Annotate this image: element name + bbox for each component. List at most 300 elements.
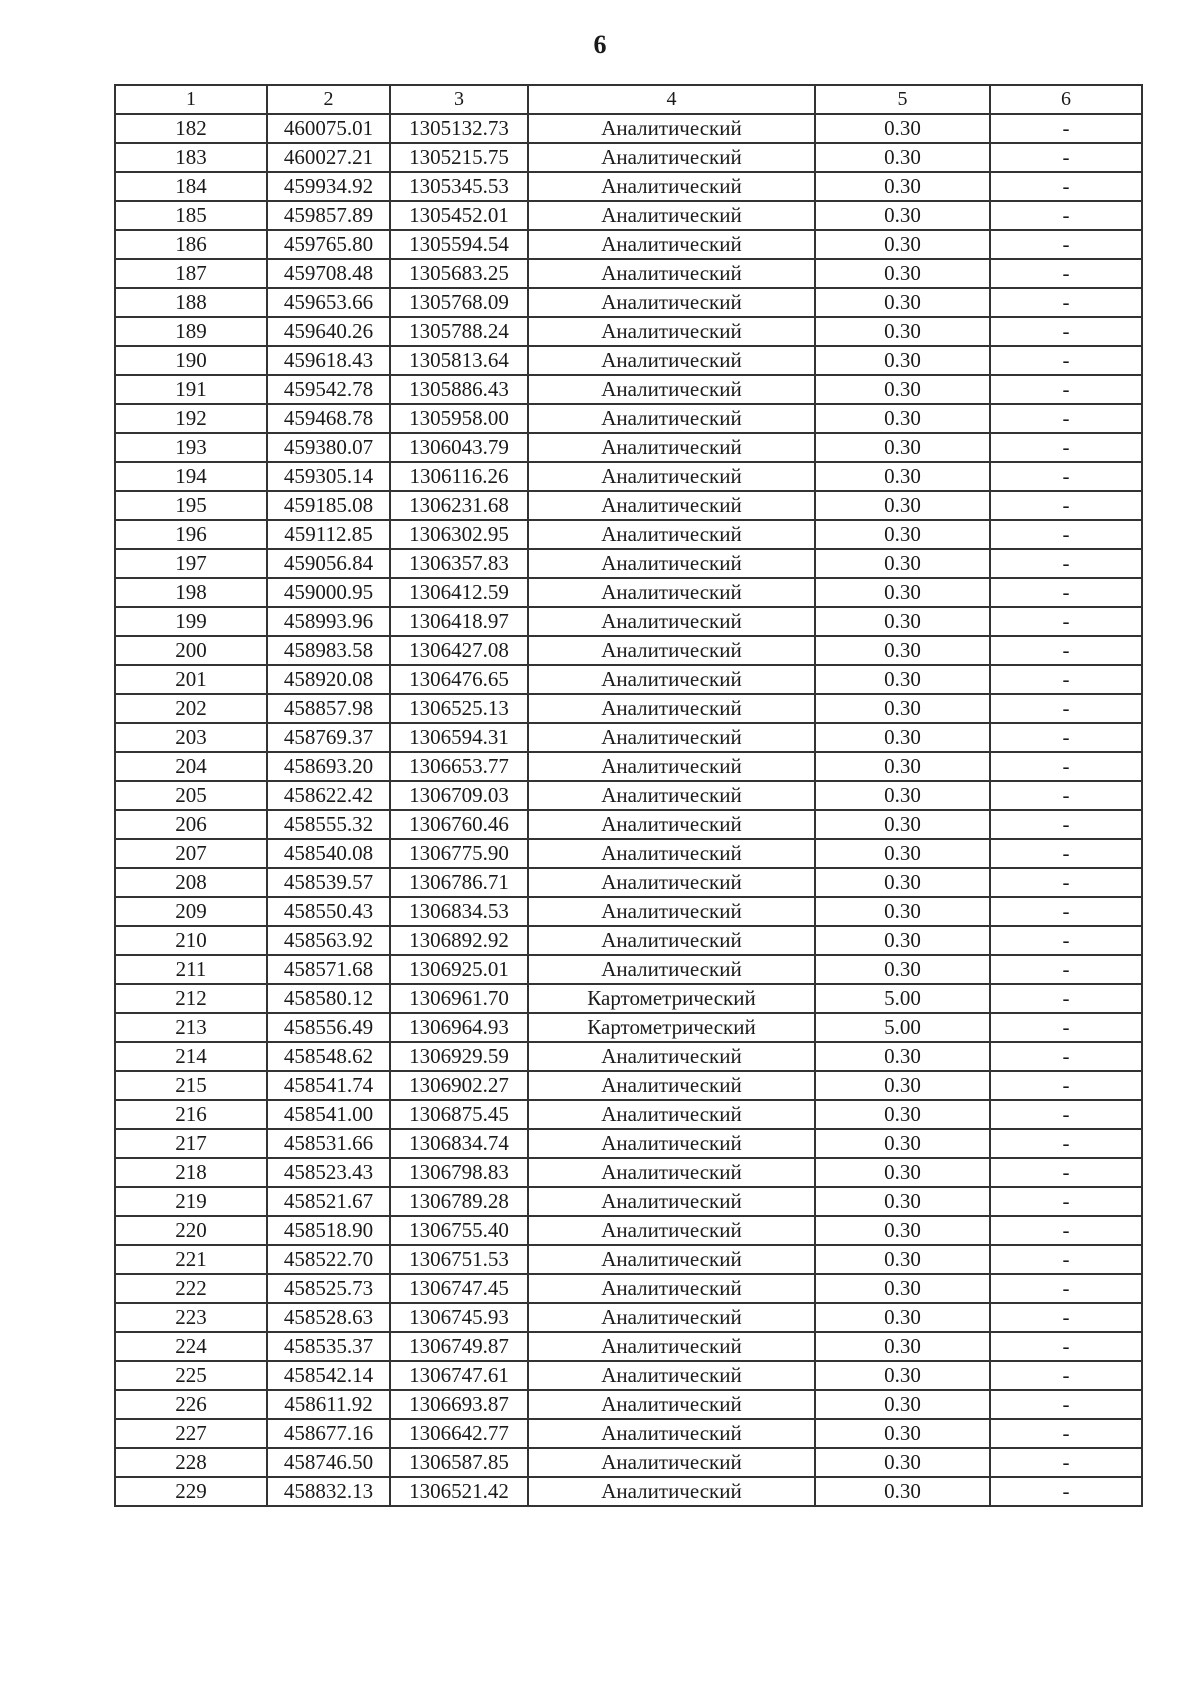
method-cell: Картометрический bbox=[528, 984, 815, 1013]
description-cell: - bbox=[990, 1013, 1142, 1042]
method-cell: Аналитический bbox=[528, 839, 815, 868]
table-row bbox=[115, 288, 1142, 317]
x-coordinate-cell: 458677.16 bbox=[267, 1419, 390, 1448]
accuracy-cell: 0.30 bbox=[815, 230, 990, 259]
x-coordinate-cell: 459380.07 bbox=[267, 433, 390, 462]
x-coordinate-cell: 459185.08 bbox=[267, 491, 390, 520]
x-coordinate-cell: 458746.50 bbox=[267, 1448, 390, 1477]
point-number-cell: 206 bbox=[115, 810, 267, 839]
x-coordinate-cell: 458518.90 bbox=[267, 1216, 390, 1245]
accuracy-cell: 0.30 bbox=[815, 1303, 990, 1332]
description-cell: - bbox=[990, 636, 1142, 665]
point-number-cell: 191 bbox=[115, 375, 267, 404]
table-row bbox=[115, 1216, 1142, 1245]
x-coordinate-cell: 460027.21 bbox=[267, 143, 390, 172]
description-cell: - bbox=[990, 723, 1142, 752]
table-body bbox=[115, 114, 1142, 1506]
method-cell: Аналитический bbox=[528, 636, 815, 665]
point-number-cell: 201 bbox=[115, 665, 267, 694]
x-coordinate-cell: 459934.92 bbox=[267, 172, 390, 201]
accuracy-cell: 5.00 bbox=[815, 984, 990, 1013]
point-number-cell: 186 bbox=[115, 230, 267, 259]
x-coordinate-cell: 458556.49 bbox=[267, 1013, 390, 1042]
point-number-cell: 228 bbox=[115, 1448, 267, 1477]
x-coordinate-cell: 458535.37 bbox=[267, 1332, 390, 1361]
table-row bbox=[115, 1042, 1142, 1071]
x-coordinate-cell: 458521.67 bbox=[267, 1187, 390, 1216]
accuracy-cell: 0.30 bbox=[815, 259, 990, 288]
description-cell: - bbox=[990, 1129, 1142, 1158]
y-coordinate-cell: 1306786.71 bbox=[390, 868, 528, 897]
y-coordinate-cell: 1306834.74 bbox=[390, 1129, 528, 1158]
point-number-cell: 217 bbox=[115, 1129, 267, 1158]
description-cell: - bbox=[990, 897, 1142, 926]
x-coordinate-cell: 458832.13 bbox=[267, 1477, 390, 1506]
method-cell: Аналитический bbox=[528, 1100, 815, 1129]
method-cell: Аналитический bbox=[528, 143, 815, 172]
accuracy-cell: 0.30 bbox=[815, 781, 990, 810]
accuracy-cell: 0.30 bbox=[815, 1274, 990, 1303]
description-cell: - bbox=[990, 839, 1142, 868]
point-number-cell: 218 bbox=[115, 1158, 267, 1187]
x-coordinate-cell: 458542.14 bbox=[267, 1361, 390, 1390]
y-coordinate-cell: 1306231.68 bbox=[390, 491, 528, 520]
x-coordinate-cell: 458622.42 bbox=[267, 781, 390, 810]
description-cell: - bbox=[990, 868, 1142, 897]
table-row bbox=[115, 723, 1142, 752]
description-cell: - bbox=[990, 230, 1142, 259]
table-row bbox=[115, 201, 1142, 230]
y-coordinate-cell: 1306834.53 bbox=[390, 897, 528, 926]
table-row bbox=[115, 1390, 1142, 1419]
method-cell: Аналитический bbox=[528, 810, 815, 839]
method-cell: Аналитический bbox=[528, 1129, 815, 1158]
x-coordinate-cell: 458525.73 bbox=[267, 1274, 390, 1303]
point-number-cell: 224 bbox=[115, 1332, 267, 1361]
method-cell: Аналитический bbox=[528, 346, 815, 375]
table-row bbox=[115, 317, 1142, 346]
y-coordinate-cell: 1306747.61 bbox=[390, 1361, 528, 1390]
accuracy-cell: 0.30 bbox=[815, 926, 990, 955]
y-coordinate-cell: 1306875.45 bbox=[390, 1100, 528, 1129]
accuracy-cell: 0.30 bbox=[815, 114, 990, 143]
point-number-cell: 197 bbox=[115, 549, 267, 578]
method-cell: Аналитический bbox=[528, 288, 815, 317]
x-coordinate-cell: 458540.08 bbox=[267, 839, 390, 868]
method-cell: Аналитический bbox=[528, 781, 815, 810]
description-cell: - bbox=[990, 520, 1142, 549]
table-row bbox=[115, 1158, 1142, 1187]
accuracy-cell: 0.30 bbox=[815, 1071, 990, 1100]
method-cell: Аналитический bbox=[528, 1390, 815, 1419]
method-cell: Аналитический bbox=[528, 1187, 815, 1216]
method-cell: Аналитический bbox=[528, 694, 815, 723]
table-row bbox=[115, 926, 1142, 955]
accuracy-cell: 0.30 bbox=[815, 143, 990, 172]
x-coordinate-cell: 458920.08 bbox=[267, 665, 390, 694]
point-number-cell: 189 bbox=[115, 317, 267, 346]
point-number-cell: 202 bbox=[115, 694, 267, 723]
table-row bbox=[115, 491, 1142, 520]
x-coordinate-cell: 458611.92 bbox=[267, 1390, 390, 1419]
header-cell-2: 2 bbox=[267, 85, 390, 114]
description-cell: - bbox=[990, 1216, 1142, 1245]
point-number-cell: 195 bbox=[115, 491, 267, 520]
description-cell: - bbox=[990, 491, 1142, 520]
y-coordinate-cell: 1305132.73 bbox=[390, 114, 528, 143]
y-coordinate-cell: 1306418.97 bbox=[390, 607, 528, 636]
table-row bbox=[115, 868, 1142, 897]
x-coordinate-cell: 458548.62 bbox=[267, 1042, 390, 1071]
y-coordinate-cell: 1306745.93 bbox=[390, 1303, 528, 1332]
table-row bbox=[115, 549, 1142, 578]
description-cell: - bbox=[990, 810, 1142, 839]
x-coordinate-cell: 458983.58 bbox=[267, 636, 390, 665]
accuracy-cell: 0.30 bbox=[815, 694, 990, 723]
method-cell: Аналитический bbox=[528, 172, 815, 201]
description-cell: - bbox=[990, 984, 1142, 1013]
description-cell: - bbox=[990, 1419, 1142, 1448]
point-number-cell: 212 bbox=[115, 984, 267, 1013]
coordinates-table bbox=[114, 84, 1143, 1507]
accuracy-cell: 0.30 bbox=[815, 404, 990, 433]
point-number-cell: 211 bbox=[115, 955, 267, 984]
y-coordinate-cell: 1306892.92 bbox=[390, 926, 528, 955]
x-coordinate-cell: 458555.32 bbox=[267, 810, 390, 839]
method-cell: Аналитический bbox=[528, 433, 815, 462]
y-coordinate-cell: 1305594.54 bbox=[390, 230, 528, 259]
y-coordinate-cell: 1306929.59 bbox=[390, 1042, 528, 1071]
table-row bbox=[115, 1303, 1142, 1332]
table-row bbox=[115, 1129, 1142, 1158]
accuracy-cell: 0.30 bbox=[815, 1100, 990, 1129]
y-coordinate-cell: 1306775.90 bbox=[390, 839, 528, 868]
accuracy-cell: 0.30 bbox=[815, 752, 990, 781]
x-coordinate-cell: 459542.78 bbox=[267, 375, 390, 404]
method-cell: Аналитический bbox=[528, 1477, 815, 1506]
point-number-cell: 207 bbox=[115, 839, 267, 868]
description-cell: - bbox=[990, 578, 1142, 607]
point-number-cell: 229 bbox=[115, 1477, 267, 1506]
description-cell: - bbox=[990, 172, 1142, 201]
point-number-cell: 199 bbox=[115, 607, 267, 636]
point-number-cell: 221 bbox=[115, 1245, 267, 1274]
accuracy-cell: 0.30 bbox=[815, 1361, 990, 1390]
y-coordinate-cell: 1306476.65 bbox=[390, 665, 528, 694]
table-row bbox=[115, 1100, 1142, 1129]
point-number-cell: 198 bbox=[115, 578, 267, 607]
y-coordinate-cell: 1306961.70 bbox=[390, 984, 528, 1013]
header-cell-4: 4 bbox=[528, 85, 815, 114]
point-number-cell: 182 bbox=[115, 114, 267, 143]
table-row bbox=[115, 230, 1142, 259]
method-cell: Картометрический bbox=[528, 1013, 815, 1042]
method-cell: Аналитический bbox=[528, 230, 815, 259]
y-coordinate-cell: 1305768.09 bbox=[390, 288, 528, 317]
method-cell: Аналитический bbox=[528, 926, 815, 955]
accuracy-cell: 0.30 bbox=[815, 1042, 990, 1071]
accuracy-cell: 0.30 bbox=[815, 172, 990, 201]
description-cell: - bbox=[990, 1100, 1142, 1129]
point-number-cell: 204 bbox=[115, 752, 267, 781]
accuracy-cell: 0.30 bbox=[815, 1187, 990, 1216]
accuracy-cell: 0.30 bbox=[815, 955, 990, 984]
table-row bbox=[115, 114, 1142, 143]
table-row bbox=[115, 781, 1142, 810]
method-cell: Аналитический bbox=[528, 955, 815, 984]
x-coordinate-cell: 458523.43 bbox=[267, 1158, 390, 1187]
table-row bbox=[115, 897, 1142, 926]
method-cell: Аналитический bbox=[528, 1419, 815, 1448]
table-row bbox=[115, 694, 1142, 723]
description-cell: - bbox=[990, 549, 1142, 578]
method-cell: Аналитический bbox=[528, 549, 815, 578]
x-coordinate-cell: 458769.37 bbox=[267, 723, 390, 752]
accuracy-cell: 0.30 bbox=[815, 317, 990, 346]
y-coordinate-cell: 1306709.03 bbox=[390, 781, 528, 810]
y-coordinate-cell: 1306594.31 bbox=[390, 723, 528, 752]
point-number-cell: 219 bbox=[115, 1187, 267, 1216]
description-cell: - bbox=[990, 114, 1142, 143]
accuracy-cell: 0.30 bbox=[815, 520, 990, 549]
header-cell-5: 5 bbox=[815, 85, 990, 114]
y-coordinate-cell: 1305958.00 bbox=[390, 404, 528, 433]
accuracy-cell: 0.30 bbox=[815, 578, 990, 607]
method-cell: Аналитический bbox=[528, 868, 815, 897]
description-cell: - bbox=[990, 1187, 1142, 1216]
description-cell: - bbox=[990, 201, 1142, 230]
point-number-cell: 226 bbox=[115, 1390, 267, 1419]
method-cell: Аналитический bbox=[528, 1361, 815, 1390]
point-number-cell: 216 bbox=[115, 1100, 267, 1129]
description-cell: - bbox=[990, 1448, 1142, 1477]
accuracy-cell: 0.30 bbox=[815, 868, 990, 897]
y-coordinate-cell: 1306043.79 bbox=[390, 433, 528, 462]
x-coordinate-cell: 459765.80 bbox=[267, 230, 390, 259]
header-row bbox=[115, 85, 1142, 114]
y-coordinate-cell: 1306302.95 bbox=[390, 520, 528, 549]
accuracy-cell: 0.30 bbox=[815, 433, 990, 462]
point-number-cell: 194 bbox=[115, 462, 267, 491]
accuracy-cell: 0.30 bbox=[815, 201, 990, 230]
table-row bbox=[115, 636, 1142, 665]
table-header bbox=[115, 85, 1142, 114]
x-coordinate-cell: 458693.20 bbox=[267, 752, 390, 781]
y-coordinate-cell: 1306357.83 bbox=[390, 549, 528, 578]
y-coordinate-cell: 1306525.13 bbox=[390, 694, 528, 723]
table-row bbox=[115, 433, 1142, 462]
point-number-cell: 213 bbox=[115, 1013, 267, 1042]
x-coordinate-cell: 459305.14 bbox=[267, 462, 390, 491]
table-row bbox=[115, 1419, 1142, 1448]
method-cell: Аналитический bbox=[528, 1274, 815, 1303]
point-number-cell: 208 bbox=[115, 868, 267, 897]
table-row bbox=[115, 259, 1142, 288]
method-cell: Аналитический bbox=[528, 375, 815, 404]
point-number-cell: 209 bbox=[115, 897, 267, 926]
method-cell: Аналитический bbox=[528, 1245, 815, 1274]
table-row bbox=[115, 1448, 1142, 1477]
description-cell: - bbox=[990, 1245, 1142, 1274]
point-number-cell: 184 bbox=[115, 172, 267, 201]
description-cell: - bbox=[990, 1390, 1142, 1419]
x-coordinate-cell: 458857.98 bbox=[267, 694, 390, 723]
y-coordinate-cell: 1306749.87 bbox=[390, 1332, 528, 1361]
x-coordinate-cell: 458993.96 bbox=[267, 607, 390, 636]
method-cell: Аналитический bbox=[528, 491, 815, 520]
accuracy-cell: 0.30 bbox=[815, 375, 990, 404]
description-cell: - bbox=[990, 781, 1142, 810]
table-row bbox=[115, 1013, 1142, 1042]
table-row bbox=[115, 839, 1142, 868]
table-row bbox=[115, 1274, 1142, 1303]
x-coordinate-cell: 458539.57 bbox=[267, 868, 390, 897]
table-row bbox=[115, 404, 1142, 433]
description-cell: - bbox=[990, 607, 1142, 636]
table-row bbox=[115, 607, 1142, 636]
table-row bbox=[115, 520, 1142, 549]
description-cell: - bbox=[990, 1274, 1142, 1303]
table-row bbox=[115, 143, 1142, 172]
table-row bbox=[115, 1187, 1142, 1216]
accuracy-cell: 0.30 bbox=[815, 462, 990, 491]
point-number-cell: 185 bbox=[115, 201, 267, 230]
description-cell: - bbox=[990, 1071, 1142, 1100]
method-cell: Аналитический bbox=[528, 520, 815, 549]
x-coordinate-cell: 459618.43 bbox=[267, 346, 390, 375]
table-row bbox=[115, 984, 1142, 1013]
x-coordinate-cell: 458541.74 bbox=[267, 1071, 390, 1100]
method-cell: Аналитический bbox=[528, 578, 815, 607]
description-cell: - bbox=[990, 1361, 1142, 1390]
accuracy-cell: 0.30 bbox=[815, 1129, 990, 1158]
description-cell: - bbox=[990, 926, 1142, 955]
y-coordinate-cell: 1306427.08 bbox=[390, 636, 528, 665]
y-coordinate-cell: 1306642.77 bbox=[390, 1419, 528, 1448]
y-coordinate-cell: 1306693.87 bbox=[390, 1390, 528, 1419]
x-coordinate-cell: 459640.26 bbox=[267, 317, 390, 346]
y-coordinate-cell: 1306760.46 bbox=[390, 810, 528, 839]
description-cell: - bbox=[990, 694, 1142, 723]
x-coordinate-cell: 458528.63 bbox=[267, 1303, 390, 1332]
point-number-cell: 215 bbox=[115, 1071, 267, 1100]
table-row bbox=[115, 752, 1142, 781]
x-coordinate-cell: 458522.70 bbox=[267, 1245, 390, 1274]
accuracy-cell: 0.30 bbox=[815, 1477, 990, 1506]
y-coordinate-cell: 1306964.93 bbox=[390, 1013, 528, 1042]
point-number-cell: 205 bbox=[115, 781, 267, 810]
table-row bbox=[115, 462, 1142, 491]
x-coordinate-cell: 459468.78 bbox=[267, 404, 390, 433]
description-cell: - bbox=[990, 1158, 1142, 1187]
table-row bbox=[115, 1071, 1142, 1100]
y-coordinate-cell: 1306521.42 bbox=[390, 1477, 528, 1506]
x-coordinate-cell: 458563.92 bbox=[267, 926, 390, 955]
header-cell-1: 1 bbox=[115, 85, 267, 114]
method-cell: Аналитический bbox=[528, 665, 815, 694]
table-row bbox=[115, 665, 1142, 694]
description-cell: - bbox=[990, 1303, 1142, 1332]
description-cell: - bbox=[990, 433, 1142, 462]
table-row bbox=[115, 172, 1142, 201]
description-cell: - bbox=[990, 752, 1142, 781]
accuracy-cell: 0.30 bbox=[815, 1245, 990, 1274]
y-coordinate-cell: 1305813.64 bbox=[390, 346, 528, 375]
description-cell: - bbox=[990, 665, 1142, 694]
x-coordinate-cell: 460075.01 bbox=[267, 114, 390, 143]
accuracy-cell: 0.30 bbox=[815, 636, 990, 665]
y-coordinate-cell: 1306751.53 bbox=[390, 1245, 528, 1274]
point-number-cell: 214 bbox=[115, 1042, 267, 1071]
x-coordinate-cell: 458541.00 bbox=[267, 1100, 390, 1129]
accuracy-cell: 0.30 bbox=[815, 491, 990, 520]
y-coordinate-cell: 1306587.85 bbox=[390, 1448, 528, 1477]
point-number-cell: 196 bbox=[115, 520, 267, 549]
point-number-cell: 192 bbox=[115, 404, 267, 433]
method-cell: Аналитический bbox=[528, 462, 815, 491]
accuracy-cell: 0.30 bbox=[815, 1448, 990, 1477]
accuracy-cell: 0.30 bbox=[815, 1158, 990, 1187]
point-number-cell: 222 bbox=[115, 1274, 267, 1303]
accuracy-cell: 0.30 bbox=[815, 1419, 990, 1448]
y-coordinate-cell: 1305215.75 bbox=[390, 143, 528, 172]
x-coordinate-cell: 458550.43 bbox=[267, 897, 390, 926]
description-cell: - bbox=[990, 346, 1142, 375]
description-cell: - bbox=[990, 955, 1142, 984]
accuracy-cell: 0.30 bbox=[815, 1216, 990, 1245]
y-coordinate-cell: 1306747.45 bbox=[390, 1274, 528, 1303]
x-coordinate-cell: 459708.48 bbox=[267, 259, 390, 288]
description-cell: - bbox=[990, 143, 1142, 172]
method-cell: Аналитический bbox=[528, 1303, 815, 1332]
y-coordinate-cell: 1306789.28 bbox=[390, 1187, 528, 1216]
method-cell: Аналитический bbox=[528, 201, 815, 230]
accuracy-cell: 0.30 bbox=[815, 1390, 990, 1419]
description-cell: - bbox=[990, 259, 1142, 288]
x-coordinate-cell: 459056.84 bbox=[267, 549, 390, 578]
table-row bbox=[115, 1361, 1142, 1390]
y-coordinate-cell: 1305345.53 bbox=[390, 172, 528, 201]
accuracy-cell: 5.00 bbox=[815, 1013, 990, 1042]
method-cell: Аналитический bbox=[528, 1216, 815, 1245]
description-cell: - bbox=[990, 375, 1142, 404]
method-cell: Аналитический bbox=[528, 897, 815, 926]
y-coordinate-cell: 1305683.25 bbox=[390, 259, 528, 288]
accuracy-cell: 0.30 bbox=[815, 897, 990, 926]
method-cell: Аналитический bbox=[528, 404, 815, 433]
table-row bbox=[115, 1477, 1142, 1506]
y-coordinate-cell: 1306798.83 bbox=[390, 1158, 528, 1187]
method-cell: Аналитический bbox=[528, 1332, 815, 1361]
point-number-cell: 188 bbox=[115, 288, 267, 317]
header-cell-3: 3 bbox=[390, 85, 528, 114]
description-cell: - bbox=[990, 317, 1142, 346]
y-coordinate-cell: 1305886.43 bbox=[390, 375, 528, 404]
point-number-cell: 210 bbox=[115, 926, 267, 955]
method-cell: Аналитический bbox=[528, 752, 815, 781]
point-number-cell: 220 bbox=[115, 1216, 267, 1245]
method-cell: Аналитический bbox=[528, 1042, 815, 1071]
header-cell-6: 6 bbox=[990, 85, 1142, 114]
description-cell: - bbox=[990, 1042, 1142, 1071]
method-cell: Аналитический bbox=[528, 1448, 815, 1477]
description-cell: - bbox=[990, 404, 1142, 433]
y-coordinate-cell: 1306116.26 bbox=[390, 462, 528, 491]
point-number-cell: 193 bbox=[115, 433, 267, 462]
x-coordinate-cell: 459857.89 bbox=[267, 201, 390, 230]
point-number-cell: 190 bbox=[115, 346, 267, 375]
accuracy-cell: 0.30 bbox=[815, 723, 990, 752]
